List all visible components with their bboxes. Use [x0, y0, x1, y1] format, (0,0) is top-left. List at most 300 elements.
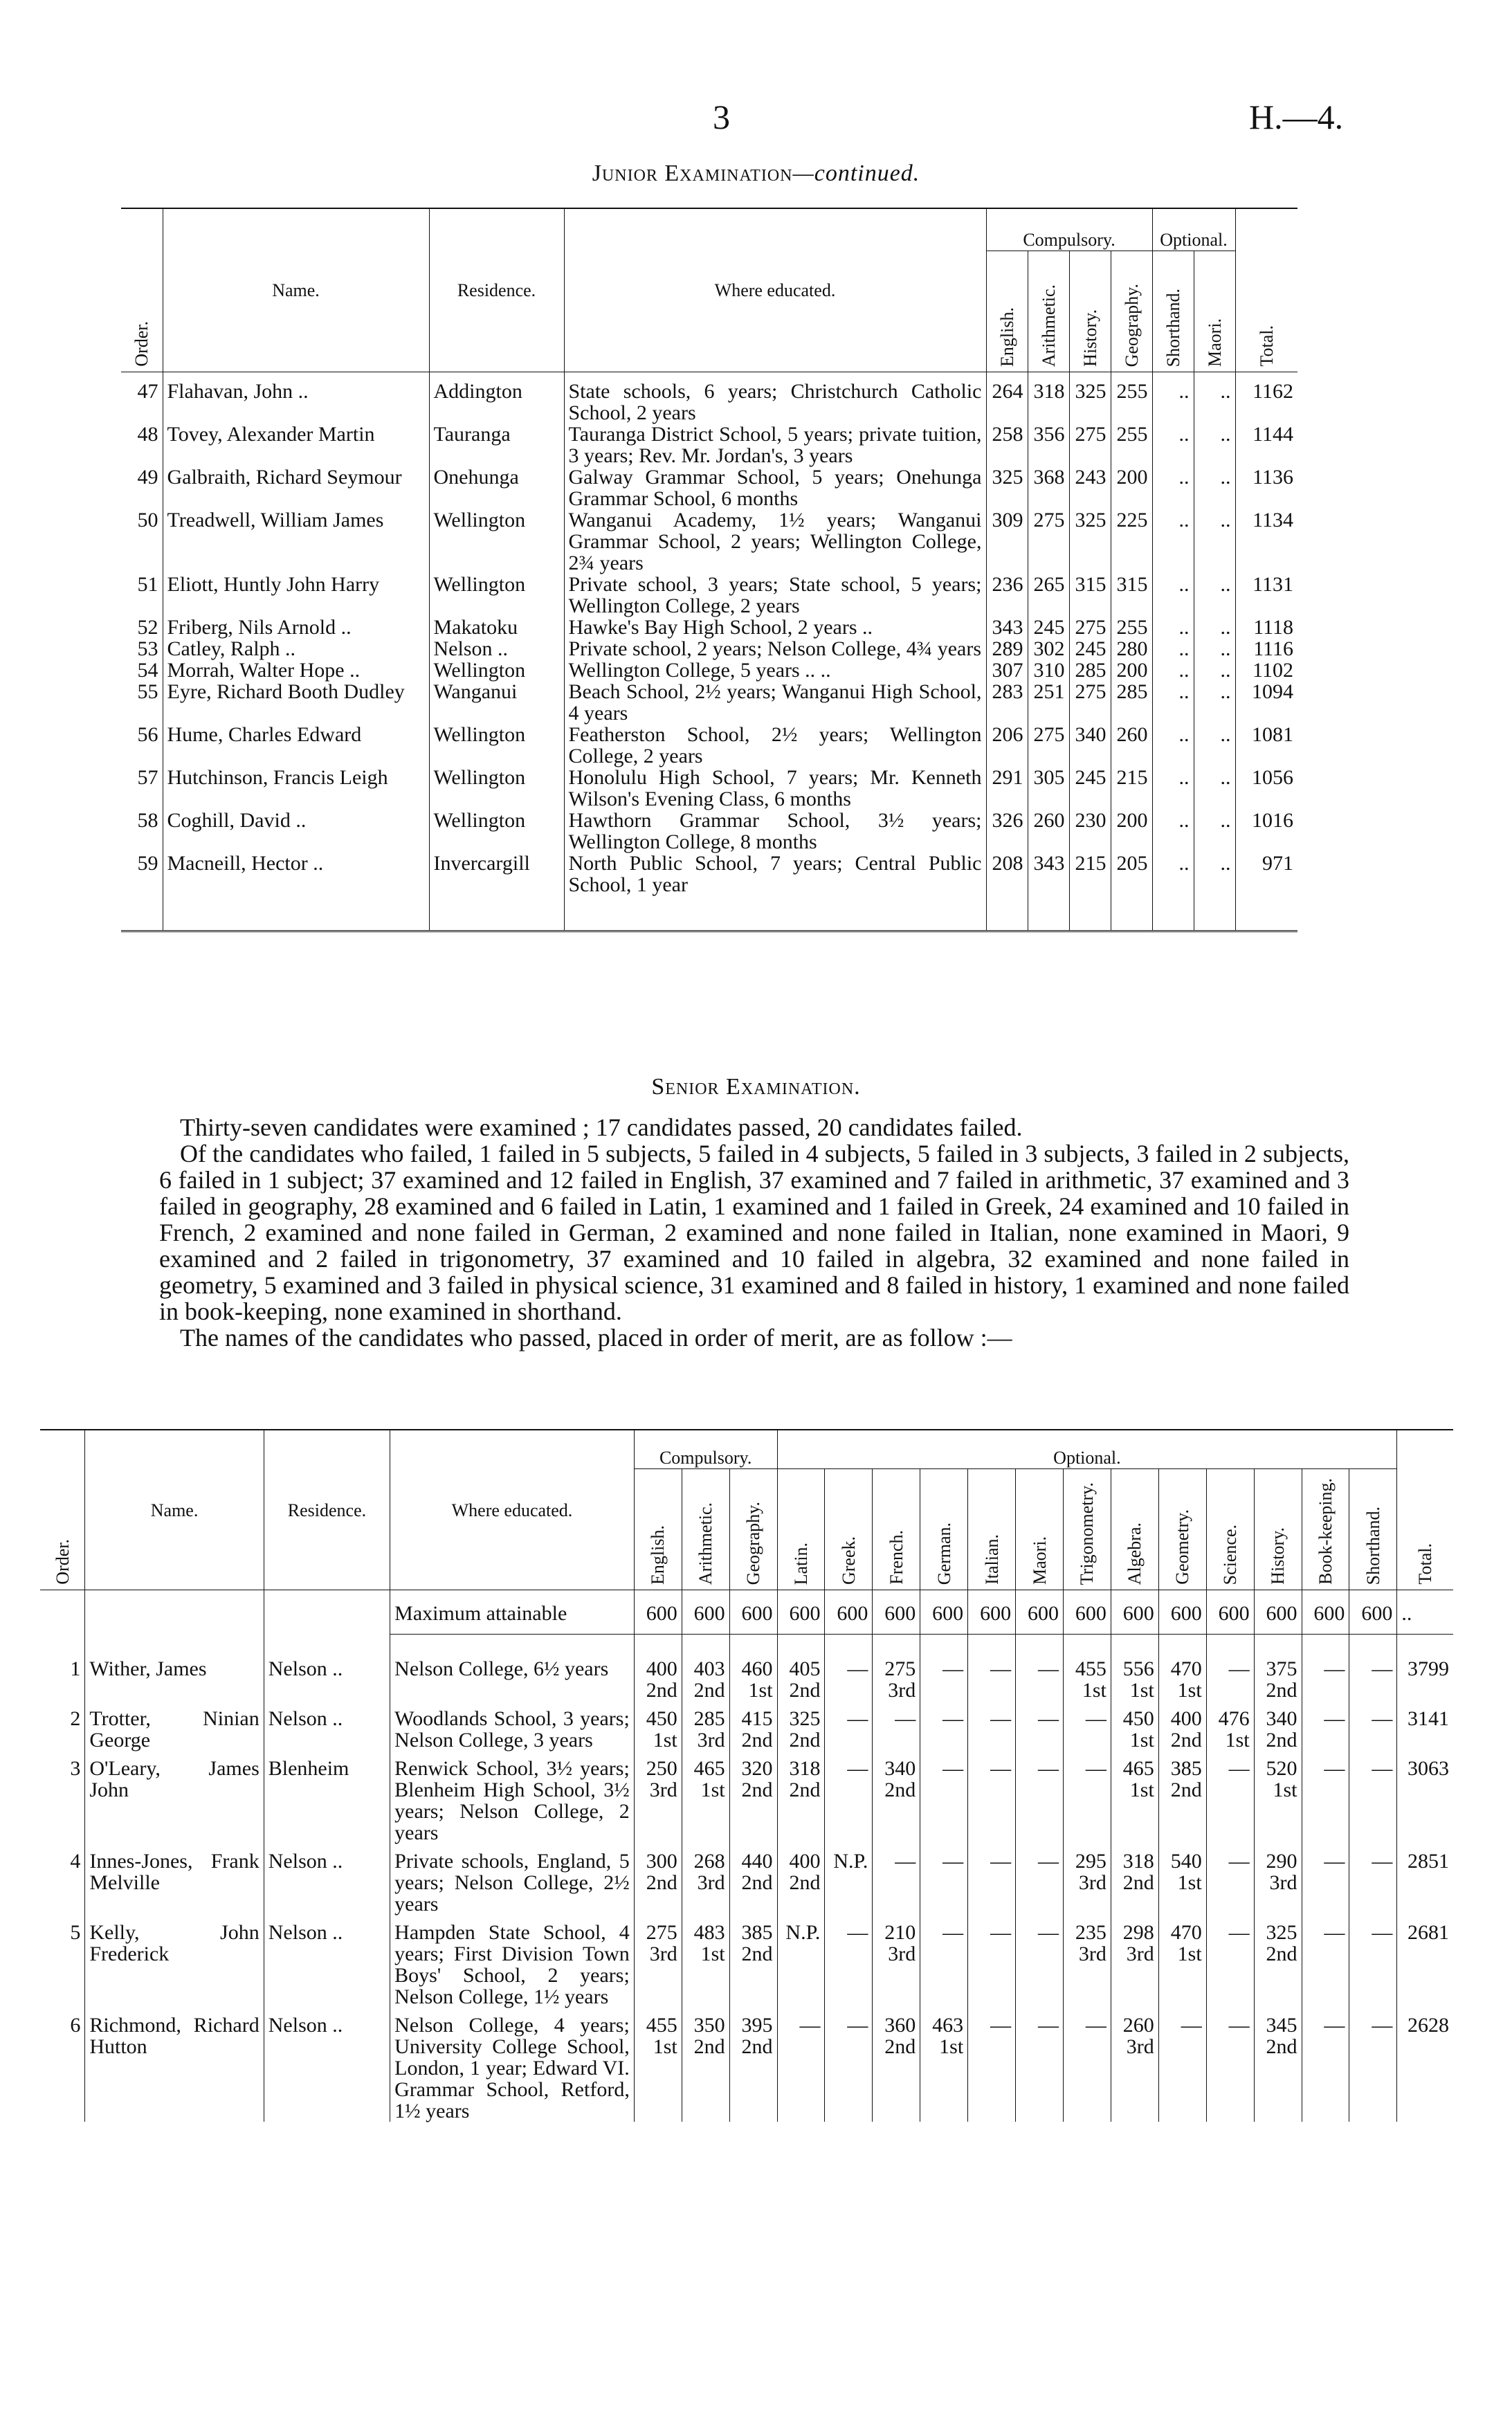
junior-educated: Wanganui Academy, 1½ years; Wanganui Grammar School, 2 years; Wellington College, 2¾ years — [564, 509, 986, 574]
junior-shorthand: .. — [1152, 372, 1194, 424]
junior-total: 971 — [1235, 853, 1297, 931]
senior-geography-rank: 2nd — [741, 1943, 773, 1965]
senior-science-mark: 476 — [1218, 1707, 1250, 1730]
junior-table-body — [121, 372, 1297, 931]
senior-german — [920, 1635, 968, 1702]
junior-order: 50 — [137, 509, 158, 531]
senior-english — [634, 1635, 682, 1702]
junior-maori: .. — [1194, 466, 1235, 509]
senior-header-name: Name. — [85, 1430, 264, 1590]
junior-geography: 255 — [1111, 617, 1152, 638]
senior-header-greek: Greek. — [825, 1469, 873, 1590]
junior-residence: Nelson .. — [429, 638, 564, 659]
senior-history-mark: 325 — [1266, 1921, 1297, 1944]
senior-french-mark: 360 — [884, 2014, 916, 2037]
senior-arithmetic — [682, 1751, 729, 1844]
senior-educated: Hampden State School, 4 years; First Division Town Boys' School, 2 years; Nelson College, 1½ years — [390, 1915, 635, 2008]
senior-german-mark: — — [942, 1757, 964, 1780]
senior-english — [634, 1844, 682, 1915]
senior-greek — [825, 1751, 873, 1844]
senior-french — [873, 1701, 920, 1751]
junior-arithmetic: 305 — [1028, 767, 1069, 810]
senior-french-mark: 340 — [884, 1757, 916, 1780]
junior-header-total: Total. — [1235, 208, 1297, 372]
senior-arithmetic-rank: 1st — [700, 1943, 725, 1965]
junior-residence: Invercargill — [429, 853, 564, 931]
junior-arithmetic: 356 — [1028, 424, 1069, 466]
senior-algebra-rank: 1st — [1129, 1729, 1154, 1752]
senior-geometry — [1158, 1915, 1206, 2008]
junior-shorthand: .. — [1152, 638, 1194, 659]
junior-arithmetic: 318 — [1028, 372, 1069, 424]
junior-maori: .. — [1194, 810, 1235, 853]
junior-residence: Wellington — [429, 509, 564, 574]
junior-english: 326 — [986, 810, 1028, 853]
senior-algebra — [1111, 2008, 1158, 2122]
senior-shorthand — [1349, 1701, 1397, 1751]
junior-name: Treadwell, William James — [163, 509, 429, 574]
senior-italian-mark: — — [990, 1850, 1012, 1873]
senior-german-mark: 463 — [932, 2014, 964, 2037]
senior-geography-rank: 1st — [748, 1679, 773, 1702]
senior-bookkeeping — [1302, 1915, 1349, 2008]
senior-header-educated: Where educated. — [390, 1430, 635, 1590]
junior-arithmetic: 275 — [1028, 509, 1069, 574]
senior-algebra-rank: 1st — [1129, 1679, 1154, 1702]
senior-english-mark: 455 — [646, 2014, 677, 2037]
senior-bookkeeping-mark: — — [1324, 1921, 1345, 1944]
junior-name: Tovey, Alexander Martin — [163, 424, 429, 466]
senior-latin — [777, 1701, 825, 1751]
senior-french-rank: 3rd — [888, 1943, 916, 1965]
junior-total: 1144 — [1235, 424, 1297, 466]
senior-english-rank: 3rd — [649, 1943, 677, 1965]
junior-maori: .. — [1194, 424, 1235, 466]
junior-header-residence: Residence. — [429, 208, 564, 372]
senior-greek — [825, 1635, 873, 1702]
junior-geography: 280 — [1111, 638, 1152, 659]
junior-order: 51 — [137, 573, 158, 596]
senior-bookkeeping-mark: — — [1324, 1707, 1345, 1730]
junior-row — [121, 810, 1297, 853]
senior-science — [1206, 1751, 1254, 1844]
senior-italian — [968, 1751, 1016, 1844]
senior-residence: Nelson .. — [264, 1635, 390, 1702]
senior-order: 1 — [70, 1657, 81, 1680]
junior-maori: .. — [1194, 574, 1235, 617]
maximum-algebra: 600 — [1111, 1590, 1158, 1635]
senior-shorthand-mark: — — [1372, 1757, 1393, 1780]
senior-geography-mark: 440 — [741, 1850, 773, 1873]
junior-header-geography: Geography. — [1111, 251, 1152, 372]
junior-maori: .. — [1194, 724, 1235, 767]
senior-shorthand-mark: — — [1372, 2014, 1393, 2037]
senior-science — [1206, 1635, 1254, 1702]
senior-total: 2681 — [1397, 1915, 1453, 2008]
senior-trigonometry-rank: 1st — [1082, 1679, 1106, 1702]
senior-residence: Blenheim — [264, 1751, 390, 1844]
junior-geography: 200 — [1111, 810, 1152, 853]
senior-german — [920, 1701, 968, 1751]
junior-row — [121, 424, 1297, 466]
senior-maori-mark: — — [1037, 1757, 1059, 1780]
senior-arithmetic-mark: 483 — [693, 1921, 725, 1944]
senior-trigonometry — [1063, 1635, 1111, 1702]
junior-header-arithmetic: Arithmetic. — [1028, 251, 1069, 372]
senior-order: 4 — [70, 1850, 81, 1873]
junior-order: 52 — [137, 616, 158, 639]
junior-order: 47 — [137, 380, 158, 403]
senior-geography — [729, 2008, 777, 2122]
junior-row — [121, 509, 1297, 574]
senior-algebra-mark: 260 — [1122, 2014, 1154, 2037]
senior-geography-mark: 460 — [741, 1657, 773, 1680]
senior-name: O'Leary, James John — [85, 1751, 264, 1844]
senior-shorthand-mark: — — [1372, 1921, 1393, 1944]
page-number: 3 — [713, 98, 730, 136]
senior-algebra-mark: 318 — [1122, 1850, 1154, 1873]
senior-geography-rank: 2nd — [741, 1729, 773, 1752]
maximum-latin: 600 — [777, 1590, 825, 1635]
senior-total: 3799 — [1397, 1635, 1453, 1702]
senior-geography-rank: 2nd — [741, 1778, 773, 1801]
senior-history — [1254, 2008, 1302, 2122]
junior-row — [121, 767, 1297, 810]
senior-name: Innes-Jones, Frank Melville — [85, 1844, 264, 1915]
senior-bookkeeping-mark: — — [1324, 1850, 1345, 1873]
junior-history: 215 — [1069, 853, 1111, 931]
junior-english: 289 — [986, 638, 1028, 659]
senior-geography-mark: 320 — [741, 1757, 773, 1780]
senior-geometry-rank: 2nd — [1170, 1729, 1202, 1752]
senior-header-italian: Italian. — [968, 1469, 1016, 1590]
junior-geography: 200 — [1111, 466, 1152, 509]
maximum-total: .. — [1397, 1590, 1453, 1635]
senior-italian — [968, 1844, 1016, 1915]
senior-history — [1254, 1751, 1302, 1844]
senior-greek — [825, 1701, 873, 1751]
junior-history: 325 — [1069, 372, 1111, 424]
senior-maori — [1016, 1915, 1064, 2008]
junior-arithmetic: 343 — [1028, 853, 1069, 931]
senior-educated: Renwick School, 3½ years; Blenheim High School, 3½ years; Nelson College, 2 years — [390, 1751, 635, 1844]
senior-trigonometry — [1063, 1701, 1111, 1751]
senior-header-bookkeeping: Book-keeping. — [1302, 1469, 1349, 1590]
senior-name: Wither, James — [85, 1635, 264, 1702]
junior-geography: 285 — [1111, 681, 1152, 724]
senior-geography-rank: 2nd — [741, 2035, 773, 2058]
junior-english: 283 — [986, 681, 1028, 724]
senior-total: 2628 — [1397, 2008, 1453, 2122]
senior-arithmetic-mark: 350 — [693, 2014, 725, 2037]
senior-algebra-mark: 465 — [1122, 1757, 1154, 1780]
senior-english-mark: 400 — [646, 1657, 677, 1680]
junior-name: Macneill, Hector .. — [163, 853, 429, 931]
senior-french — [873, 2008, 920, 2122]
senior-geography — [729, 1701, 777, 1751]
senior-science-mark: — — [1228, 1757, 1250, 1780]
junior-order: 59 — [137, 852, 158, 875]
senior-italian — [968, 1915, 1016, 2008]
senior-header-trigonometry: Trigonometry. — [1063, 1469, 1111, 1590]
senior-arithmetic-rank: 3rd — [697, 1871, 725, 1894]
senior-english-rank: 3rd — [649, 1778, 677, 1801]
junior-maori: .. — [1194, 372, 1235, 424]
senior-latin-mark: — — [799, 2014, 821, 2037]
senior-greek-mark: — — [847, 2014, 868, 2037]
junior-order: 58 — [137, 809, 158, 832]
junior-geography: 215 — [1111, 767, 1152, 810]
senior-title: Senior Examination. — [651, 1074, 861, 1100]
senior-algebra-rank: 1st — [1129, 1778, 1154, 1801]
senior-science — [1206, 1915, 1254, 2008]
junior-results-table — [121, 208, 1297, 932]
junior-residence: Wellington — [429, 659, 564, 681]
junior-name: Hume, Charles Edward — [163, 724, 429, 767]
junior-shorthand: .. — [1152, 767, 1194, 810]
senior-algebra — [1111, 1751, 1158, 1844]
senior-latin-mark: 318 — [789, 1757, 821, 1780]
junior-geography: 200 — [1111, 659, 1152, 681]
senior-italian — [968, 2008, 1016, 2122]
junior-row — [121, 638, 1297, 659]
junior-shorthand: .. — [1152, 724, 1194, 767]
senior-german — [920, 2008, 968, 2122]
junior-maori: .. — [1194, 638, 1235, 659]
senior-geometry-mark: — — [1181, 2014, 1202, 2037]
junior-history: 275 — [1069, 424, 1111, 466]
senior-bookkeeping-mark: — — [1324, 1657, 1345, 1680]
senior-residence: Nelson .. — [264, 1844, 390, 1915]
junior-english: 343 — [986, 617, 1028, 638]
junior-shorthand: .. — [1152, 681, 1194, 724]
junior-row — [121, 681, 1297, 724]
junior-total: 1102 — [1235, 659, 1297, 681]
senior-algebra-mark: 556 — [1122, 1657, 1154, 1680]
senior-french — [873, 1844, 920, 1915]
senior-history-rank: 3rd — [1269, 1871, 1297, 1894]
junior-maori: .. — [1194, 509, 1235, 574]
senior-latin-mark: N.P. — [785, 1921, 821, 1944]
senior-algebra-rank: 3rd — [1126, 1943, 1154, 1965]
senior-maori-mark: — — [1037, 1657, 1059, 1680]
junior-row — [121, 724, 1297, 767]
senior-geometry-rank: 2nd — [1170, 1778, 1202, 1801]
junior-arithmetic: 310 — [1028, 659, 1069, 681]
senior-german-mark: — — [942, 1850, 964, 1873]
maximum-arithmetic: 600 — [682, 1590, 729, 1635]
senior-greek-mark: N.P. — [833, 1850, 868, 1873]
junior-name: Morrah, Walter Hope .. — [163, 659, 429, 681]
junior-order: 53 — [137, 637, 158, 660]
senior-residence: Nelson .. — [264, 1701, 390, 1751]
senior-bookkeeping — [1302, 1844, 1349, 1915]
senior-english — [634, 1751, 682, 1844]
senior-maori — [1016, 1751, 1064, 1844]
junior-english: 208 — [986, 853, 1028, 931]
senior-latin-rank: 2nd — [789, 1871, 821, 1894]
senior-history-mark: 345 — [1266, 2014, 1297, 2037]
junior-residence: Makatoku — [429, 617, 564, 638]
senior-greek — [825, 1844, 873, 1915]
senior-geometry-mark: 400 — [1170, 1707, 1202, 1730]
senior-maori-mark: — — [1037, 1707, 1059, 1730]
junior-row — [121, 574, 1297, 617]
junior-name: Coghill, David .. — [163, 810, 429, 853]
senior-trigonometry — [1063, 1844, 1111, 1915]
junior-english: 309 — [986, 509, 1028, 574]
senior-english — [634, 1701, 682, 1751]
junior-total: 1094 — [1235, 681, 1297, 724]
junior-geography: 315 — [1111, 574, 1152, 617]
junior-educated: Beach School, 2½ years; Wanganui High School, 4 years — [564, 681, 986, 724]
senior-geography — [729, 1915, 777, 2008]
senior-bookkeeping — [1302, 1701, 1349, 1751]
senior-greek-mark: — — [847, 1757, 868, 1780]
senior-shorthand — [1349, 1635, 1397, 1702]
senior-header-history: History. — [1254, 1469, 1302, 1590]
senior-latin-mark: 325 — [789, 1707, 821, 1730]
senior-history-mark: 520 — [1266, 1757, 1297, 1780]
senior-science — [1206, 1701, 1254, 1751]
junior-geography: 205 — [1111, 853, 1152, 931]
junior-maori: .. — [1194, 767, 1235, 810]
senior-shorthand-mark: — — [1372, 1850, 1393, 1873]
junior-english: 325 — [986, 466, 1028, 509]
senior-trigonometry-mark: — — [1085, 1707, 1106, 1730]
senior-latin — [777, 1844, 825, 1915]
junior-history: 285 — [1069, 659, 1111, 681]
junior-total: 1016 — [1235, 810, 1297, 853]
senior-english-rank: 2nd — [646, 1679, 677, 1702]
senior-educated: Nelson College, 6½ years — [390, 1635, 635, 1702]
junior-geography: 260 — [1111, 724, 1152, 767]
senior-row — [40, 1635, 1453, 1702]
junior-residence: Wellington — [429, 574, 564, 617]
junior-maori: .. — [1194, 853, 1235, 931]
junior-shorthand: .. — [1152, 574, 1194, 617]
junior-shorthand: .. — [1152, 659, 1194, 681]
junior-arithmetic: 275 — [1028, 724, 1069, 767]
junior-total: 1081 — [1235, 724, 1297, 767]
senior-header-total: Total. — [1397, 1430, 1453, 1590]
senior-total: 3141 — [1397, 1701, 1453, 1751]
senior-header-residence: Residence. — [264, 1430, 390, 1590]
junior-history: 275 — [1069, 681, 1111, 724]
junior-header-history: History. — [1069, 251, 1111, 372]
senior-trigonometry-mark: 455 — [1075, 1657, 1106, 1680]
maximum-maori: 600 — [1016, 1590, 1064, 1635]
junior-row — [121, 617, 1297, 638]
junior-shorthand: .. — [1152, 810, 1194, 853]
senior-latin — [777, 1751, 825, 1844]
senior-bookkeeping — [1302, 1635, 1349, 1702]
senior-header-shorthand: Shorthand. — [1349, 1469, 1397, 1590]
senior-french-rank: 2nd — [884, 2035, 916, 2058]
senior-english — [634, 1915, 682, 2008]
senior-header-maori: Maori. — [1016, 1469, 1064, 1590]
junior-total: 1056 — [1235, 767, 1297, 810]
junior-total: 1134 — [1235, 509, 1297, 574]
senior-history — [1254, 1844, 1302, 1915]
junior-english: 258 — [986, 424, 1028, 466]
senior-shorthand-mark: — — [1372, 1707, 1393, 1730]
senior-maori — [1016, 1635, 1064, 1702]
junior-geography: 255 — [1111, 372, 1152, 424]
senior-header-geography: Geography. — [729, 1469, 777, 1590]
senior-geography-mark: 395 — [741, 2014, 773, 2037]
senior-header-algebra: Algebra. — [1111, 1469, 1158, 1590]
senior-science — [1206, 2008, 1254, 2122]
maximum-italian: 600 — [968, 1590, 1016, 1635]
junior-history: 245 — [1069, 767, 1111, 810]
senior-header-science: Science. — [1206, 1469, 1254, 1590]
junior-name: Eliott, Huntly John Harry — [163, 574, 429, 617]
junior-row — [121, 659, 1297, 681]
junior-educated: Private school, 2 years; Nelson College, 4¾ years — [564, 638, 986, 659]
junior-order: 57 — [137, 766, 158, 789]
junior-english: 307 — [986, 659, 1028, 681]
senior-header-arithmetic: Arithmetic. — [682, 1469, 729, 1590]
junior-total: 1131 — [1235, 574, 1297, 617]
junior-history: 340 — [1069, 724, 1111, 767]
maximum-shorthand: 600 — [1349, 1590, 1397, 1635]
maximum-label: Maximum attainable — [390, 1590, 635, 1635]
senior-latin — [777, 2008, 825, 2122]
senior-greek — [825, 2008, 873, 2122]
senior-geometry — [1158, 1701, 1206, 1751]
junior-residence: Addington — [429, 372, 564, 424]
senior-latin-rank: 2nd — [789, 1679, 821, 1702]
maximum-english: 600 — [634, 1590, 682, 1635]
senior-geometry-mark: 470 — [1170, 1921, 1202, 1944]
junior-arithmetic: 368 — [1028, 466, 1069, 509]
senior-arithmetic — [682, 1844, 729, 1915]
senior-english-mark: 275 — [646, 1921, 677, 1944]
senior-history-mark: 340 — [1266, 1707, 1297, 1730]
senior-algebra-rank: 3rd — [1126, 2035, 1154, 2058]
junior-arithmetic: 260 — [1028, 810, 1069, 853]
junior-educated: Honolulu High School, 7 years; Mr. Kenneth Wilson's Evening Class, 6 months — [564, 767, 986, 810]
senior-algebra-mark: 298 — [1122, 1921, 1154, 1944]
senior-row — [40, 2008, 1453, 2122]
senior-geometry — [1158, 2008, 1206, 2122]
senior-latin-mark: 405 — [789, 1657, 821, 1680]
senior-greek-mark: — — [847, 1921, 868, 1944]
senior-trigonometry-mark: 295 — [1075, 1850, 1106, 1873]
senior-residence: Nelson .. — [264, 2008, 390, 2122]
senior-english-rank: 1st — [653, 1729, 677, 1752]
senior-science-rank: 1st — [1225, 1729, 1250, 1752]
junior-shorthand: .. — [1152, 466, 1194, 509]
senior-arithmetic-mark: 465 — [693, 1757, 725, 1780]
junior-row — [121, 853, 1297, 931]
senior-french-mark: 210 — [884, 1921, 916, 1944]
senior-order: 2 — [70, 1707, 81, 1730]
senior-row — [40, 1915, 1453, 2008]
senior-arithmetic — [682, 1701, 729, 1751]
senior-row — [40, 1701, 1453, 1751]
senior-french — [873, 1915, 920, 2008]
junior-maori: .. — [1194, 659, 1235, 681]
junior-educated: Wellington College, 5 years .. .. — [564, 659, 986, 681]
senior-history-rank: 1st — [1273, 1778, 1297, 1801]
senior-algebra — [1111, 1915, 1158, 2008]
senior-geometry-rank: 1st — [1177, 1679, 1202, 1702]
senior-italian-mark: — — [990, 2014, 1012, 2037]
senior-geometry — [1158, 1844, 1206, 1915]
senior-geography — [729, 1635, 777, 1702]
